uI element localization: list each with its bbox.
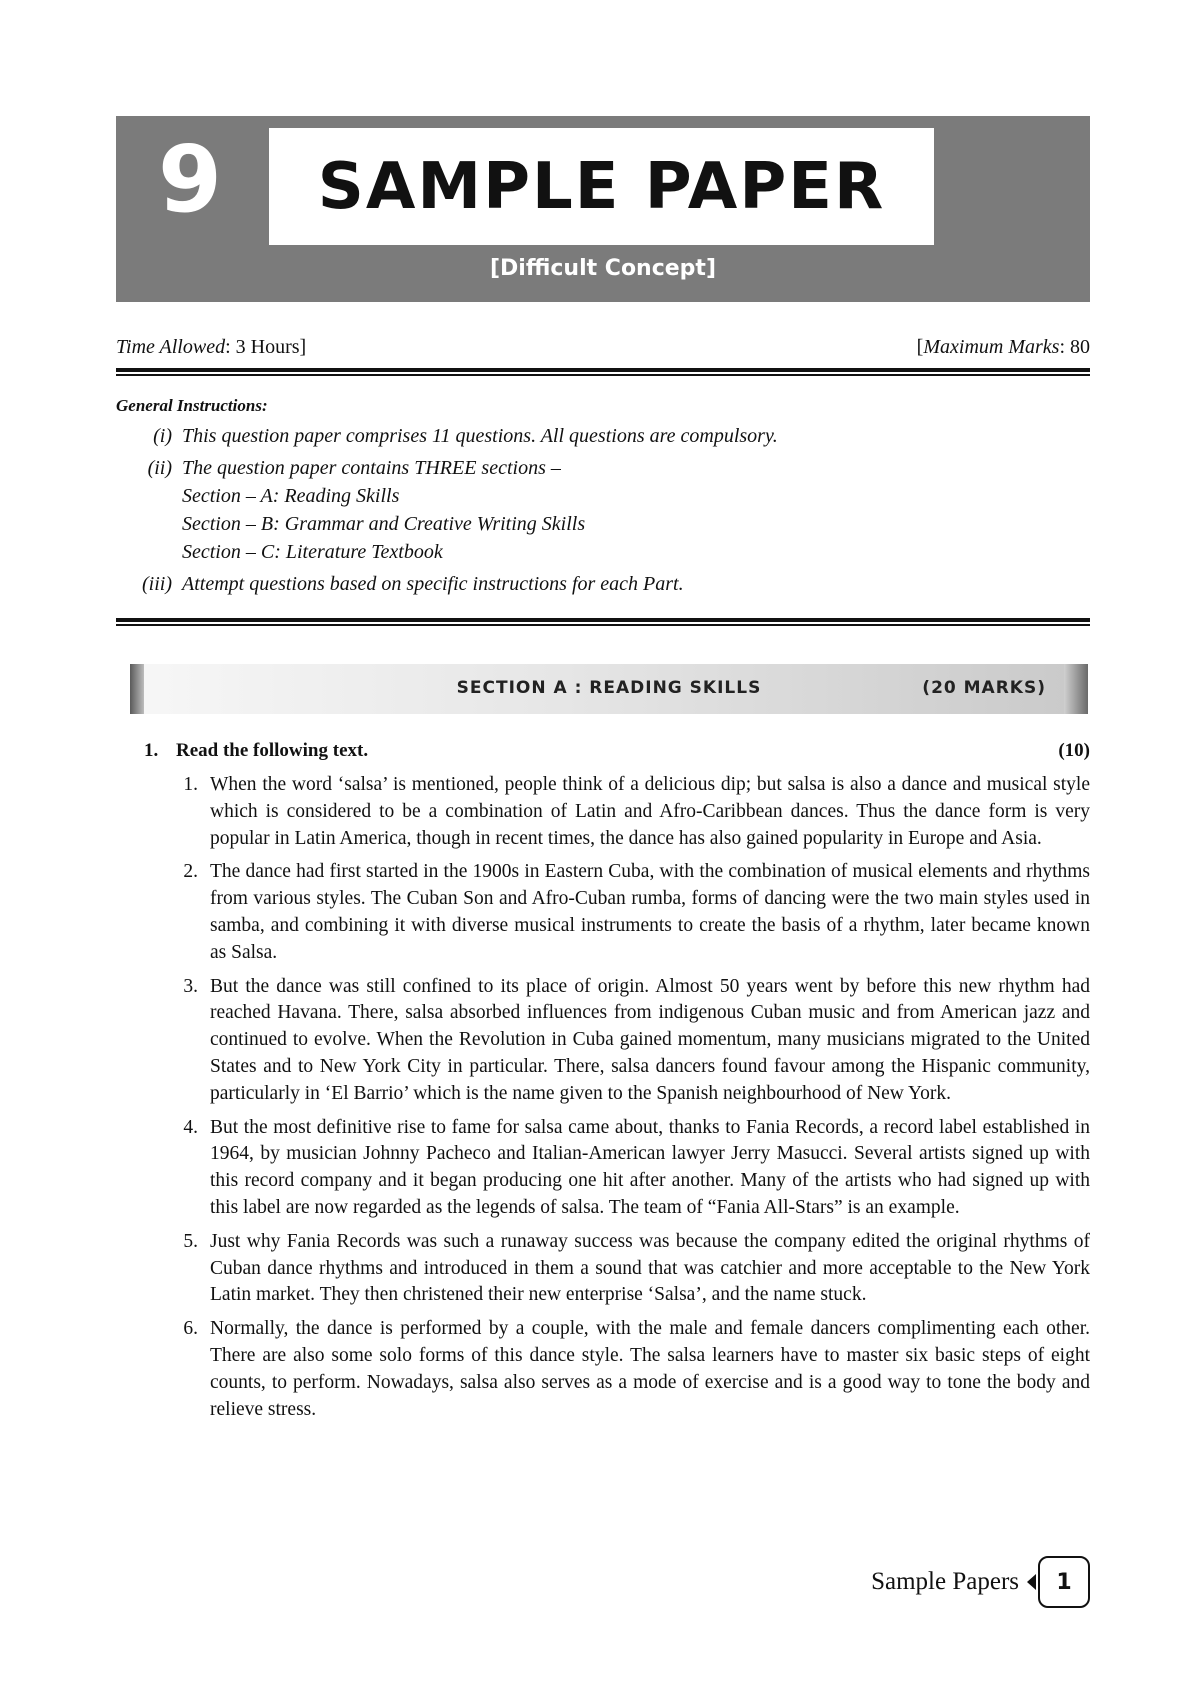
footer-pointer-icon [1027, 1574, 1036, 1590]
paragraph-text: Just why Fania Records was such a runaway success was because the company edited the original rhythms of Cuban dance rhythms and introduced in them a sound that was catchier and more acceptable to the New York Latin market. They then christened their new enterprise ‘Salsa’, and the name stuck. [210, 1230, 1090, 1306]
divider-top [116, 368, 1090, 376]
page-subtitle: [Difficult Concept] [489, 256, 716, 281]
instructions-heading: General Instructions: [116, 396, 268, 415]
passage-paragraph [170, 772, 1090, 852]
paragraph-number: 2. [183, 861, 198, 883]
question-1-header [144, 740, 1090, 762]
paragraph-number: 1. [183, 774, 198, 795]
instruction-text: The question paper contains THREE sections – [182, 457, 561, 479]
instructions-list [130, 422, 1080, 598]
marks-prefix: [ [916, 336, 924, 358]
paragraph-text: But the dance was still confined to its place of origin. Almost 50 years went by before this new rhythm had reached Havana. There, salsa absorbed influences from indigenous Cuban music and from American jazz and continued to evolve. When the Revolution in Cuba gained momentum, many musicians migrated to the United States and to New York City in particular. There, salsa dancers found favour among the Hispanic community, particularly in ‘El Barrio’ which is the name given to the Spanish neighbourhood of New York. [210, 975, 1090, 1104]
question-text: Read the following text. [176, 740, 369, 761]
passage-paragraph [170, 859, 1090, 966]
header-banner [116, 116, 1090, 302]
marks-label: Maximum Marks [923, 336, 1060, 358]
paper-number: 9 [157, 126, 222, 233]
reading-passage [170, 772, 1090, 1430]
passage-paragraph [170, 1316, 1090, 1423]
section-title: SECTION A : READING SKILLS [456, 678, 762, 698]
instruction-number: (iii) [142, 573, 172, 595]
instruction-item [130, 570, 1080, 598]
page-footer [871, 1556, 1090, 1608]
question-prompt [144, 740, 368, 762]
marks-value: : 80 [1059, 336, 1090, 358]
paragraph-number: 3. [183, 975, 198, 997]
exam-meta [116, 336, 1090, 359]
maximum-marks [917, 336, 1090, 359]
divider-bottom [116, 618, 1090, 626]
section-a-line: Section – A: Reading Skills [182, 485, 400, 507]
paragraph-number: 4. [183, 1116, 198, 1138]
passage-paragraph [170, 974, 1090, 1108]
instruction-number: (ii) [147, 457, 172, 479]
paragraph-number: 6. [183, 1318, 198, 1340]
instruction-text: This question paper comprises 11 questions. All questions are compulsory. [182, 425, 778, 447]
section-a-header [130, 664, 1088, 714]
paragraph-text: But the most definitive rise to fame for salsa came about, thanks to Fania Records, a record label established in 1964, by musician Johnny Pacheco and Italian-American lawyer Jerry Masucci. Several artists signed up with this record company and it began producing one hit after another. Many of the artists who had signed up with this label are now regarded as the legends of salsa. The team of “Fania All-Stars” is an example. [210, 1116, 1090, 1218]
paragraph-text: When the word ‘salsa’ is mentioned, people think of a delicious dip; but salsa is also a dance and musical style which is considered to be a combination of Latin and Afro-Caribbean dances. Thus the dance form is very popular in Latin America, though in recent times, the dance has also gained popularity in Europe and Asia. [210, 774, 1090, 849]
passage-paragraph [170, 1115, 1090, 1222]
page-number: 1 [1038, 1556, 1090, 1608]
instruction-number: (i) [153, 425, 172, 447]
page-title: SAMPLE PAPER [317, 149, 886, 224]
passage-paragraph [170, 1229, 1090, 1309]
time-allowed [116, 336, 306, 359]
instruction-item [130, 422, 1080, 450]
footer-label: Sample Papers [871, 1568, 1019, 1595]
section-bar-right-cap [1064, 664, 1088, 714]
time-label: Time Allowed [116, 336, 226, 358]
section-marks: (20 MARKS) [922, 678, 1046, 698]
section-b-line: Section – B: Grammar and Creative Writing Skills [182, 513, 586, 535]
paragraph-text: Normally, the dance is performed by a couple, with the male and female dancers complimenting each other. There are also some solo forms of this dance style. The salsa learners have to master six basic steps of eight counts, to perform. Nowadays, salsa also serves as a mode of exercise and is a good way to tone the body and relieve stress. [210, 1318, 1090, 1420]
instruction-item [130, 454, 1080, 482]
time-value: : 3 Hours] [225, 336, 307, 358]
paragraph-number: 5. [183, 1230, 198, 1252]
question-number: 1. [144, 740, 159, 761]
paragraph-text: The dance had first started in the 1900s in Eastern Cuba, with the combination of musical elements and rhythms from various styles. The Cuban Son and Afro-Cuban rumba, forms of dancing were the two main styles used in samba, and combining it with diverse musical instruments to create the basis of a rhythm, later became known as Salsa. [210, 861, 1090, 963]
instruction-text: Attempt questions based on specific instructions for each Part. [182, 573, 684, 595]
question-marks: (10) [1058, 740, 1090, 761]
section-c-line: Section – C: Literature Textbook [182, 541, 443, 563]
title-box [269, 128, 934, 245]
